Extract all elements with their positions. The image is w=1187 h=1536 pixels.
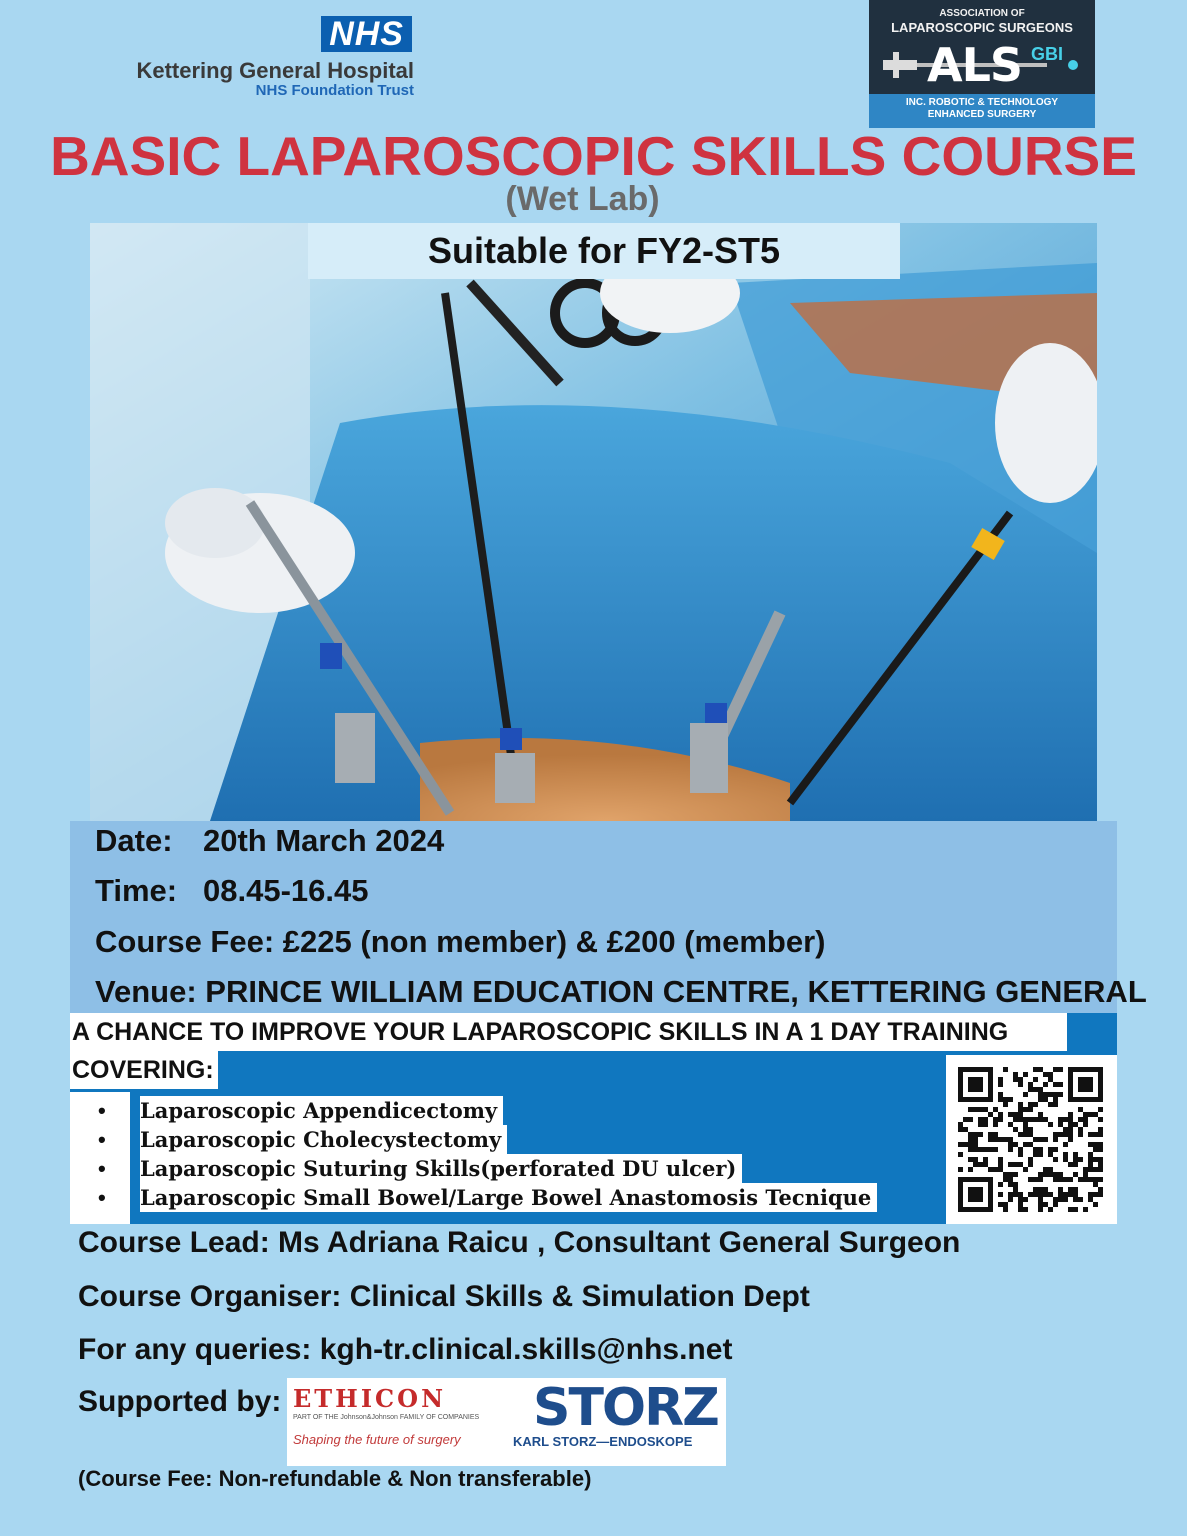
bullet-icon: •: [98, 1127, 106, 1152]
storz-logo: STORZ: [533, 1378, 718, 1438]
ethicon-logo: ETHICON: [293, 1384, 446, 1413]
trust-name: NHS Foundation Trust: [255, 82, 414, 99]
topic-text: Laparoscopic Appendicectomy: [140, 1096, 503, 1125]
nhs-logo: [108, 16, 418, 104]
date-value: 20th March 2024: [203, 823, 445, 858]
queries-contact: For any queries: kgh-tr.clinical.skills@nhs.net: [78, 1333, 733, 1366]
intro-line1: A CHANCE TO IMPROVE YOUR LAPAROSCOPIC SKILLS IN A 1 DAY TRAINING: [70, 1013, 1067, 1051]
venue-value: PRINCE WILLIAM EDUCATION CENTRE, KETTERING GENERAL: [205, 974, 1147, 1009]
supported-by-label: Supported by:: [78, 1385, 282, 1418]
list-item: [98, 1183, 877, 1212]
topic-text: Laparoscopic Small Bowel/Large Bowel Anastomosis Tecnique: [140, 1183, 877, 1212]
topic-list: [98, 1096, 877, 1212]
topic-text: Laparoscopic Suturing Skills(perforated DU ulcer): [140, 1154, 742, 1183]
fee-value: £225 (non member) & £200 (member): [282, 924, 826, 959]
course-details: [70, 821, 1147, 1013]
time-value: 08.45-16.45: [203, 873, 369, 908]
surgery-photo: [90, 223, 1097, 821]
list-item: [98, 1154, 877, 1183]
als-sub2: ENHANCED SURGERY: [927, 109, 1037, 120]
course-organiser: Course Organiser: Clinical Skills & Simulation Dept: [78, 1280, 810, 1313]
time-row: [95, 873, 368, 909]
course-lead: Course Lead: Ms Adriana Raicu , Consultant General Surgeon: [78, 1226, 961, 1259]
storz-subtitle: KARL STORZ—ENDOSKOPE: [513, 1434, 693, 1449]
ethicon-tagline: Shaping the future of surgery: [293, 1432, 461, 1447]
als-line1: ASSOCIATION OF: [939, 8, 1025, 19]
time-label: Time:: [95, 873, 178, 908]
ethicon-parent: PART OF THE Johnson&Johnson FAMILY OF COMPANIES: [293, 1414, 480, 1421]
list-item: [98, 1096, 877, 1125]
bullet-icon: •: [98, 1098, 106, 1123]
intro-line2: COVERING:: [70, 1051, 218, 1089]
als-logo: [869, 0, 1095, 128]
fee-label: Course Fee:: [95, 924, 275, 959]
fee-footnote: (Course Fee: Non-refundable & Non transferable): [78, 1466, 592, 1491]
als-letters: ALS: [927, 38, 1023, 92]
sponsor-logos: [287, 1378, 726, 1466]
als-region: GBI: [1031, 44, 1064, 64]
venue-label: Venue:: [95, 974, 197, 1009]
hospital-name: Kettering General Hospital: [136, 58, 414, 83]
als-line2: LAPAROSCOPIC SURGEONS: [891, 20, 1073, 35]
qr-code-icon: [946, 1055, 1117, 1224]
topic-text: Laparoscopic Cholecystectomy: [140, 1125, 507, 1154]
qr-code[interactable]: [946, 1055, 1117, 1224]
fee-row: [95, 924, 826, 960]
suitable-banner: Suitable for FY2-ST5: [308, 223, 900, 279]
date-label: Date:: [95, 823, 173, 858]
nhs-badge: NHS: [321, 16, 412, 52]
course-subtitle: (Wet Lab): [505, 180, 660, 218]
course-title: BASIC LAPAROSCOPIC SKILLS COURSE: [50, 125, 1137, 187]
bullet-icon: •: [98, 1156, 106, 1181]
list-item: [98, 1125, 877, 1154]
als-sub1: INC. ROBOTIC & TECHNOLOGY: [905, 97, 1059, 108]
bullet-icon: •: [98, 1185, 106, 1210]
date-row: [95, 823, 444, 859]
venue-row: [95, 974, 1147, 1010]
